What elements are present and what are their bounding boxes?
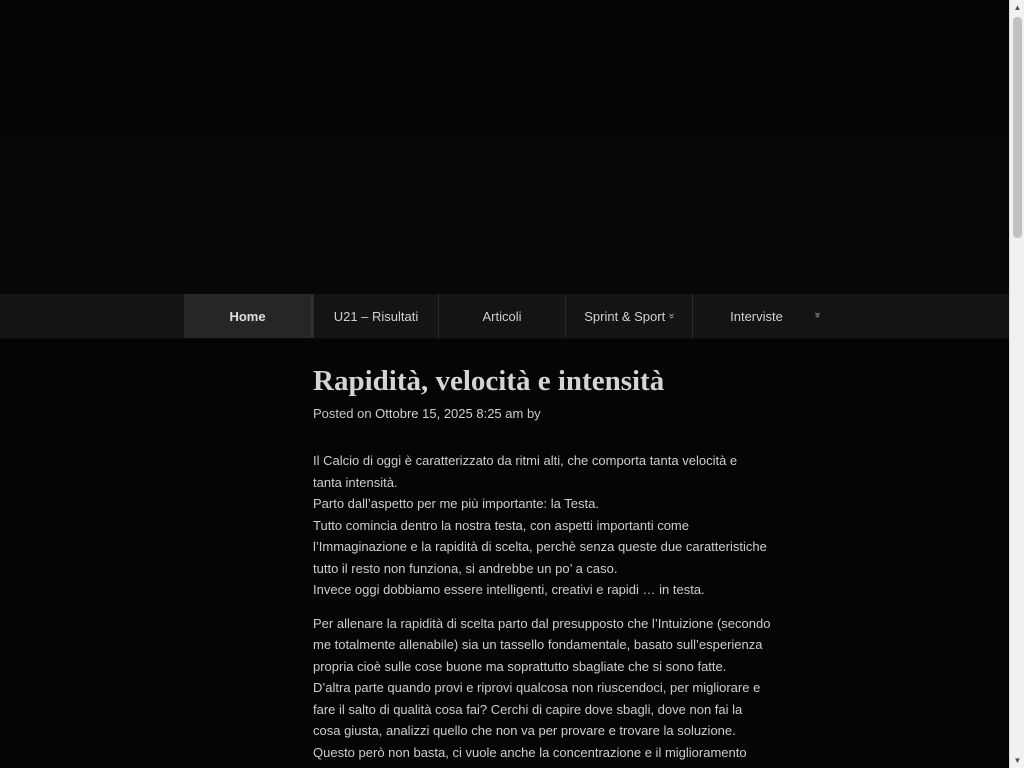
vertical-scrollbar[interactable] bbox=[1009, 0, 1024, 768]
post-article bbox=[313, 362, 778, 768]
post-body bbox=[313, 450, 778, 763]
nav-item-home[interactable] bbox=[184, 294, 313, 338]
header-banner bbox=[0, 0, 1009, 294]
nav-item-articoli[interactable] bbox=[438, 294, 565, 338]
by-label: by bbox=[526, 406, 541, 421]
nav-item-sprint-sport[interactable] bbox=[565, 294, 692, 338]
text-line: Tutto comincia dentro la nostra testa, con aspetti importanti come bbox=[313, 517, 689, 533]
posted-on-label: Posted on bbox=[313, 406, 372, 421]
post-meta bbox=[313, 406, 778, 422]
scroll-down-arrow-icon[interactable]: ▼ bbox=[1013, 756, 1022, 765]
paragraph bbox=[313, 613, 778, 764]
text-line: propria cioè sulle cose buone ma soprattutto sbagliate che si sono fatte. bbox=[313, 658, 727, 674]
text-line: tanta intensità. bbox=[313, 474, 398, 490]
nav-item-interviste[interactable] bbox=[692, 294, 824, 338]
scroll-up-arrow-icon[interactable]: ▲ bbox=[1013, 3, 1022, 12]
post-title: Rapidità, velocità e intensità bbox=[313, 365, 665, 397]
text-line: cosa giusta, analizzi quello che non va per provare e trovare la soluzione. bbox=[313, 723, 736, 738]
text-line: Questo però non basta, ci vuole anche la concentrazione e il miglioramento bbox=[313, 744, 747, 760]
text-line: Per allenare la rapidità di scelta parto dal presupposto che l’Intuizione (secondo bbox=[313, 615, 771, 631]
scrollbar-thumb[interactable] bbox=[1013, 17, 1022, 238]
text-line: tutto il resto non funziona, si andrebbe un po’ a caso. bbox=[313, 560, 618, 576]
text-line: fare il salto di qualità cosa fai? Cerchi di capire dove sbagli, dove non fai la bbox=[313, 701, 743, 717]
nav-item-u21-risultati[interactable] bbox=[313, 294, 438, 338]
paragraph bbox=[313, 450, 778, 601]
nav-item-label: Home bbox=[229, 308, 266, 324]
text-line: Invece oggi dobbiamo essere intelligenti, creativi e rapidi … in testa. bbox=[313, 582, 705, 597]
text-line: me totalmente allenabile) sia un tassello fondamentale, basato sull’esperienza bbox=[313, 637, 763, 652]
text-line: Il Calcio di oggi è caratterizzato da ritmi alti, che comporta tanta velocità e bbox=[313, 453, 738, 468]
text-line: Parto dall’aspetto per me più importante: la Testa. bbox=[313, 496, 599, 511]
main-navigation bbox=[0, 294, 1009, 339]
double-chevron-down-icon: » bbox=[812, 312, 824, 318]
nav-item-label: Interviste bbox=[730, 308, 783, 324]
double-chevron-down-icon: » bbox=[665, 313, 677, 319]
nav-item-label: U21 – Risultati bbox=[333, 308, 419, 324]
nav-item-label: Articoli bbox=[482, 308, 522, 324]
text-line: D’altra parte quando provi e riprovi qualcosa non riuscendoci, per migliorare e bbox=[313, 680, 761, 695]
nav-item-label: Sprint & Sport bbox=[584, 308, 666, 324]
post-date-link[interactable]: Ottobre 15, 2025 8:25 am bbox=[375, 406, 524, 421]
nav-menu bbox=[184, 294, 824, 338]
text-line: l’Immaginazione e la rapidità di scelta, perchè senza queste due caratteristiche bbox=[313, 539, 767, 554]
